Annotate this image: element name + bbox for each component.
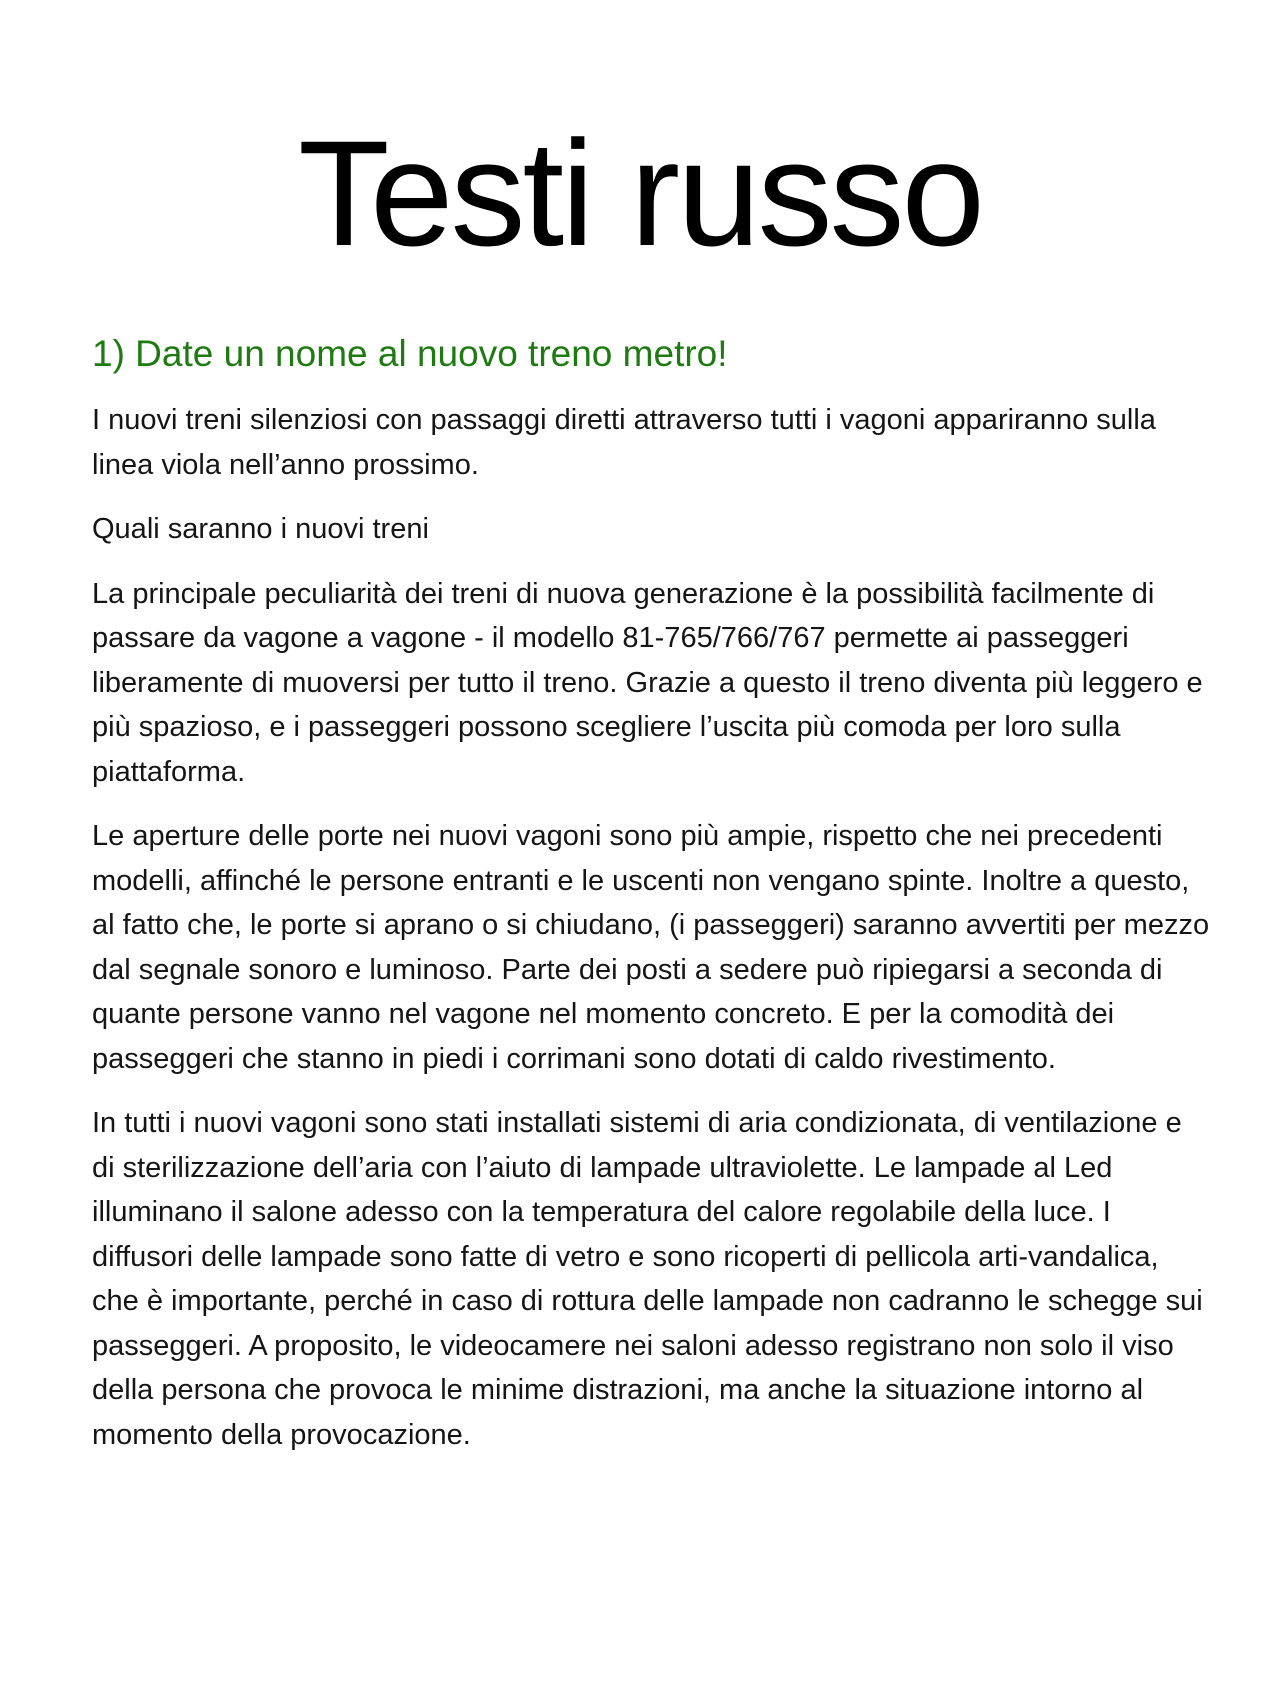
document-title: Testi russo — [298, 109, 982, 277]
paragraph-intro: I nuovi treni silenziosi con passaggi diretti attraverso tutti i vagoni appariranno sulla linea viola nell’anno prossimo. — [92, 404, 1156, 481]
paragraph-doors: Le aperture delle porte nei nuovi vagoni sono più ampie, rispetto che nei precedenti modelli, affinché le persone entranti e le uscenti non vengano spinte. Inoltre a questo, al fatto che, le porte si aprano o si chiudano, (i passeggeri) saranno avvertiti per mezzo dal segnale sonoro e luminoso. Parte dei posti a sedere può ripiegarsi a seconda di quante persone vanno nel vagone nel momento concreto. E per la comodità dei passeggeri che stanno in piedi i corrimani sono dotati di caldo rivestimento. — [92, 820, 1210, 1075]
paragraph-peculiarity: La principale peculiarità dei treni di nuova generazione è la possibilità facilmente di passare da vagone a vagone - il modello 81-765/766/767 permette ai passeggeri liberamente di muoversi per tutto il treno. Grazie a questo il treno diventa più leggero e più spazioso, e i passeggeri possono scegliere l’uscita più comoda per loro sulla piattaforma. — [92, 577, 1203, 788]
paragraph-subtitle: Quali saranno i nuovi treni — [92, 513, 429, 545]
section-heading: 1) Date un nome al nuovo treno metro! — [92, 333, 728, 374]
document-body — [92, 330, 1212, 1477]
paragraph-systems: In tutti i nuovi vagoni sono stati installati sistemi di aria condizionata, di ventilazione e di sterilizzazione dell’aria con l’aiuto di lampade ultraviolette. Le lampade al Led illuminano il salone adesso con la temperatura del calore regolabile della luce. I diffusori delle lampade sono fatte di vetro e sono ricoperti di pellicola arti-vandalica, che è importante, perché in caso di rottura delle lampade non cadranno le schegge sui passeggeri. A proposito, le videocamere nei saloni adesso registrano non solo il viso della persona che provoca le minime distrazioni, ma anche la situazione intorno al momento della provocazione. — [92, 1107, 1203, 1451]
